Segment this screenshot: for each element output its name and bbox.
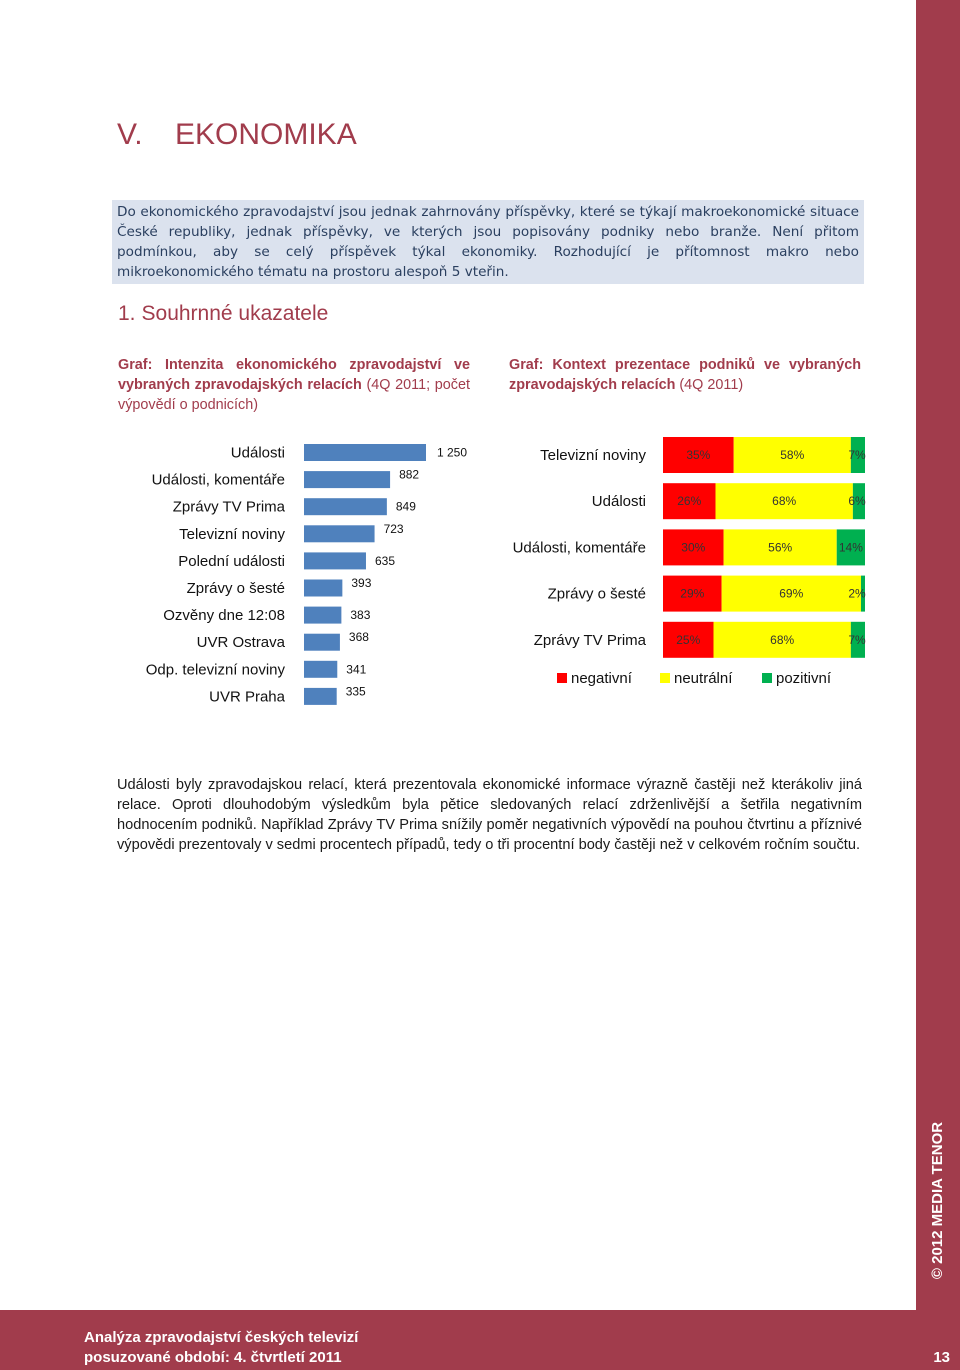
context-category-label: Zprávy o šesté	[547, 585, 646, 603]
body-paragraph: Události byly zpravodajskou relací, která prezentovala ekonomické informace výrazně častěji než kterákoliv jiná relace. Oproti dlouhodobým výsledkům byla pětice sledovaných relací zdrženlivější a šetřila negativním hodnocením podniků. Například Zprávy TV Prima snížily poměr negativních výpovědí na pouhou čtvrtinu a příznivé výpovědi prezentovaly v sedmi procentech případů, tedy o tři procentní body častěji než v celkovém ročním součtu.	[117, 777, 862, 853]
intensity-category-label: Zprávy TV Prima	[172, 498, 285, 516]
intensity-value-label: 635	[374, 553, 396, 568]
intro-box: Do ekonomického zpravodajství jsou jednak zahrnovány příspěvky, které se týkají makroekonomické situace České republiky, jednak příspěvky, ve kterých jsou popisovány podniky nebo branže. Není přitom podmínkou, aby se celý příspěvek týkal ekonomiky. Rozhodující je přítomnost makro nebo mikroekonomického tématu na prostoru alespoň 5 vteřin.	[112, 200, 864, 284]
intensity-category-label: Polední události	[178, 552, 285, 570]
intensity-value-label: 335	[345, 684, 366, 699]
context-category-label: Zprávy TV Prima	[533, 631, 646, 649]
intensity-category-label: Události	[230, 444, 285, 462]
context-percent-label: 68%	[770, 632, 795, 647]
intensity-bar	[304, 580, 342, 597]
section-number: 1.	[118, 302, 136, 325]
legend-swatch-neutral	[660, 673, 670, 683]
intensity-bar	[304, 661, 337, 678]
context-percent-label: 14%	[838, 540, 863, 555]
intensity-bar	[304, 525, 375, 542]
intensity-value-label: 849	[395, 499, 416, 514]
right-graph-title-normal: (4Q 2011)	[675, 377, 744, 393]
context-percent-label: 56%	[768, 540, 793, 555]
context-percent-label: 68%	[772, 494, 797, 509]
context-percent-label: 7%	[848, 632, 866, 647]
intensity-bar	[304, 552, 366, 569]
legend-label-negative: negativní	[571, 670, 632, 687]
context-percent-label: 58%	[780, 448, 805, 462]
intensity-category-label: UVR Ostrava	[196, 634, 285, 652]
intensity-category-label: Zprávy o šesté	[186, 580, 285, 597]
chapter-number: V.	[117, 118, 143, 151]
context-percent-label: 30%	[681, 540, 706, 555]
intensity-category-label: Odp. televizní noviny	[145, 661, 285, 679]
intensity-value-label: 1 250	[437, 445, 468, 460]
right-graph-title-bold: Graf: Kontext prezentace podniků ve vybraných zpravodajských relacích	[509, 357, 861, 393]
intensity-category-label: Ozvěny dne 12:08	[163, 607, 285, 625]
intensity-bar	[304, 444, 426, 461]
chapter-name: EKONOMIKA	[175, 118, 357, 151]
intensity-bar	[304, 471, 390, 488]
left-graph-title-normal: (4Q 2011; počet výpovědí o podnicích)	[118, 377, 470, 413]
intensity-bar	[304, 498, 387, 515]
left-graph-title-bold: Graf: Intenzita ekonomického zpravodajství ve vybraných zpravodajských relacích	[118, 357, 470, 393]
context-percent-label: 29%	[680, 586, 705, 601]
side-decorative-bar	[916, 0, 960, 1310]
legend-label-neutral: neutrální	[674, 670, 733, 687]
page-number: 13	[933, 1349, 950, 1366]
intensity-category-label: Události, komentáře	[151, 471, 285, 489]
intensity-category-label: UVR Praha	[209, 688, 285, 706]
intensity-value-label: 368	[348, 630, 369, 645]
intensity-value-label: 341	[346, 662, 367, 677]
intensity-value-label: 882	[399, 467, 420, 482]
footer-title: Analýza zpravodajství českých televizí	[84, 1329, 359, 1346]
context-percent-label: 25%	[676, 632, 701, 647]
context-percent-label: 6%	[848, 494, 866, 509]
context-percent-label: 35%	[686, 448, 711, 462]
intensity-bar	[304, 607, 341, 624]
context-percent-label: 2%	[848, 586, 866, 601]
copyright-side-label: © 2012 MEDIA TENOR	[929, 1121, 947, 1279]
context-category-label: Události, komentáře	[512, 539, 646, 557]
intensity-value-label: 393	[351, 576, 372, 590]
context-percent-label: 7%	[848, 448, 866, 462]
intensity-value-label: 723	[383, 521, 404, 536]
legend-label-positive: pozitivní	[776, 670, 832, 687]
intensity-bar	[304, 634, 340, 651]
intensity-value-label: 383	[350, 608, 371, 623]
context-percent-label: 69%	[779, 586, 804, 601]
context-category-label: Události	[591, 493, 646, 511]
intensity-bar	[304, 688, 337, 705]
intensity-category-label: Televizní noviny	[179, 525, 285, 543]
context-percent-label: 26%	[677, 494, 702, 509]
legend-swatch-negative	[557, 673, 567, 683]
context-category-label: Televizní noviny	[540, 447, 646, 464]
section-name: Souhrnné ukazatele	[141, 302, 329, 325]
footer-period: posuzované období: 4. čtvrtletí 2011	[84, 1349, 342, 1366]
legend-swatch-positive	[762, 673, 772, 683]
